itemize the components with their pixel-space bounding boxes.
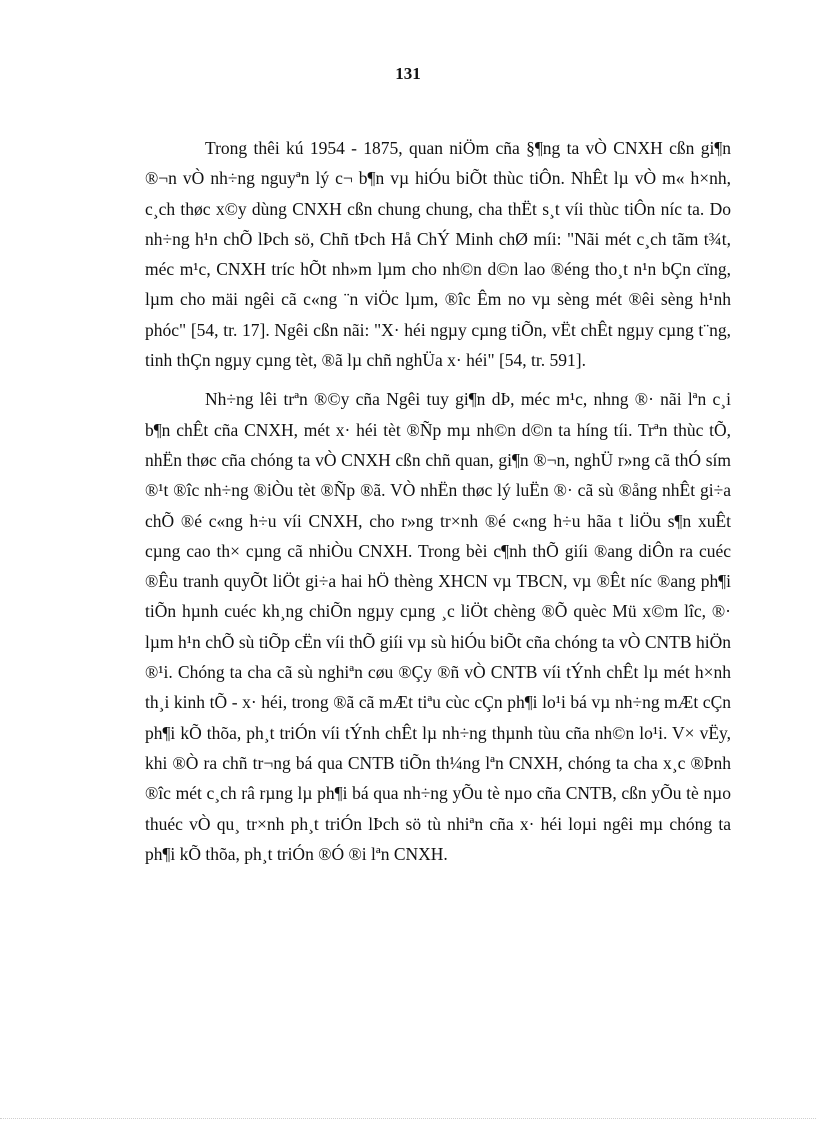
- body-text: [145, 133, 731, 869]
- page-bottom-divider: [0, 1118, 816, 1119]
- page-number: 131: [395, 64, 421, 83]
- paragraph-2: Nh÷ng lêi trªn ®©y cña Ngêi tuy gi¶n dÞ, méc m¹c, nhng ®· nãi lªn c¸i b¶n chÊt cña CNXH, mét x· héi tèt ®Ñp mµ nh©n d©n ta híng tíi. Trªn thùc tÕ, nhËn thøc cña chóng ta vÒ CNXH cßn chñ quan, gi¶n ®¬n, nghÜ r»ng cã thÓ sím ®¹t ®îc nh÷ng ®iÒu tèt ®Ñp ®ã. VÒ nhËn thøc lý luËn ®· cã sù ®ång nhÊt gi÷a chÕ ®é c«ng h÷u víi CNXH, cho r»ng tr×nh ®é c«ng h÷u hãa t liÖu s¶n xuÊt cµng cao th× cµng cã nhiÒu CNXH. Trong bèi c¶nh thÕ giíi ®ang diÔn ra cuéc ®Êu tranh quyÕt liÖt gi÷a hai hÖ thèng XHCN vµ TBCN, vµ ®Êt níc ®ang ph¶i tiÕn hµnh cuéc kh¸ng chiÕn ngµy cµng ¸c liÖt chèng ®Õ quèc Mü x©m lîc, ®· lµm h¹n chÕ sù tiÕp cËn víi thÕ giíi vµ sù hiÓu biÕt cña chóng ta vÒ CNTB hiÖn ®¹i. Chóng ta cha cã sù nghiªn cøu ®Çy ®ñ vÒ CNTB víi tÝnh chÊt lµ mét h×nh th¸i kinh tÕ - x· héi, trong ®ã cã mÆt tiªu cùc cÇn ph¶i lo¹i bá vµ nh÷ng mÆt cÇn ph¶i kÕ thõa, ph¸t triÓn víi tÝnh chÊt lµ nh÷ng thµnh tùu cña nh©n lo¹i. V× vËy, khi ®Ò ra chñ tr¬ng bá qua CNTB tiÕn th¼ng lªn CNXH, chóng ta cha x¸c ®Þnh ®îc mét c¸ch râ rµng lµ ph¶i bá qua nh÷ng yÕu tè nµo cña CNTB, cßn yÕu tè nµo thuéc vÒ qu¸ tr×nh ph¸t triÓn lÞch sö tù nhiªn cña x· héi loµi ngêi mµ chóng ta ph¶i kÕ thõa, ph¸t triÓn ®Ó ®i lªn CNXH.: [145, 389, 731, 864]
- paragraph-1: Trong thêi kú 1954 - 1875, quan niÖm cña §¶ng ta vÒ CNXH cßn gi¶n ®¬n vÒ nh÷ng nguyªn lý c¬ b¶n vµ hiÓu biÕt thùc tiÔn. NhÊt lµ vÒ m« h×nh, c¸ch thøc x©y dùng CNXH cßn chung chung, cha thËt s¸t víi thùc tiÔn níc ta. Do nh÷ng h¹n chÕ lÞch sö, Chñ tÞch Hå ChÝ Minh chØ míi: "Nãi mét c¸ch tãm t¾t, méc m¹c, CNXH tríc hÕt nh»m lµm cho nh©n d©n lao ®éng tho¸t n¹n bÇn cïng, lµm cho mäi ngêi cã c«ng ¨n viÖc lµm, ®îc Êm no vµ sèng mét ®êi sèng h¹nh phóc" [54, tr. 17]. Ngêi cßn nãi: "X· héi ngµy cµng tiÕn, vËt chÊt ngµy cµng t¨ng, tinh thÇn ngµy cµng tèt, ®ã lµ chñ nghÜa x· héi" [54, tr. 591].: [145, 138, 731, 371]
